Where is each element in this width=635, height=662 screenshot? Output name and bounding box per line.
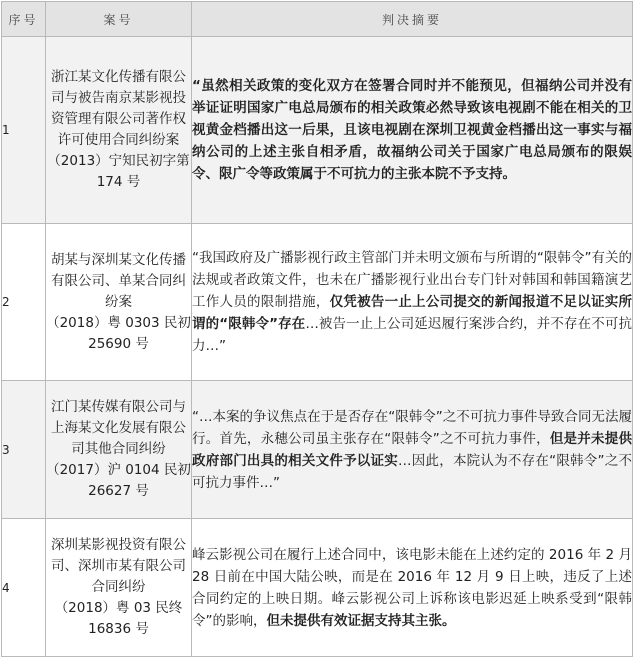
seq-cell: 2 — [2, 224, 46, 381]
table-row — [2, 37, 633, 224]
header-summary: 判决摘要 — [192, 2, 633, 37]
case-name: 胡某与深圳某文化传播有限公司、单某合同纠纷案 — [51, 251, 186, 310]
case-cell — [46, 519, 192, 657]
summary-cell — [192, 381, 633, 519]
seq-cell: 4 — [2, 519, 46, 657]
summary-cell — [192, 224, 633, 381]
case-number: （2018）粤 03 民终 16836 号 — [54, 600, 183, 637]
case-name: 深圳某影视投资有限公司、深圳市某有限公司合同纠纷 — [51, 537, 186, 595]
case-cell — [46, 224, 192, 381]
summary-bold-text: 仅凭被告一止上公司提交的新闻报道不足以证实所谓的“限韩令”存在 — [192, 294, 633, 332]
summary-bold-text: 但未提供有效证据支持其主张。 — [266, 612, 456, 629]
table-row — [2, 224, 633, 381]
table-row — [2, 519, 633, 657]
case-name: 浙江某文化传播有限公司与被告南京某影视投资管理有限公司著作权许可使用合同纠纷案 — [51, 69, 186, 148]
table-row — [2, 381, 633, 519]
header-row — [2, 2, 633, 37]
header-case: 案号 — [46, 2, 192, 37]
summary-text: 峰云影视公司在履行上述合同中，该电影未能在上述约定的 2016 年 2 月 28 日前在中国大陆公映，而是在 2016 年 12 月 9 日上映，违反了上述合同约定的上映日期。峰云影视公司上诉称该电影迟延上映系受到“限韩令”的影响， — [192, 546, 632, 629]
seq-cell: 3 — [2, 381, 46, 519]
summary-bold-text: 但是并未提供政府部门出具的相关文件予以证实 — [192, 430, 632, 469]
header-seq: 序号 — [2, 2, 46, 37]
summary-text: “虽然相关政策的变化双方在签署合同时并不能预见，但福纳公司并没有举证证明国家广电总局颁布的相关政策必然导致该电视剧不能在相关的卫视黄金档播出这一后果，且该电视剧在深圳卫视黄金档播出这一事实与福纳公司的上述主张自相矛盾，故福纳公司关于国家广电总局颁布的限娱令、限广令等政策属于不可抗力的主张本院不予支持。 — [192, 78, 632, 182]
summary-text: …因此，本院认为不存在“限韩令”之不可抗力事件…” — [192, 452, 632, 491]
summary-text: “…本案的争议焦点在于是否存在“限韩令”之不可抗力事件导致合同无法履行。首先，永穗公司虽主张存在“限韩令”之不可抗力事件， — [192, 408, 632, 447]
case-number: （2018）粤 0303 民初 25690 号 — [46, 314, 191, 352]
case-cell — [46, 37, 192, 224]
summary-cell — [192, 37, 633, 224]
case-number: （2017）沪 0104 民初 26627 号 — [46, 462, 191, 499]
summary-text: …被告一止上公司延迟履行案涉合约，并不存在不可抗力…” — [192, 316, 633, 354]
judgment-table — [1, 1, 633, 657]
summary-cell — [192, 519, 633, 657]
seq-cell: 1 — [2, 37, 46, 224]
summary-text: “我国政府及广播影视行政主管部门并未明文颁布与所谓的“限韩令”有关的法规或者政策文件，也未在广播影视行业出台专门针对韩国和韩国籍演艺工作人员的限制措施， — [192, 250, 632, 310]
case-number: （2013）宁知民初字第 174 号 — [47, 153, 190, 190]
case-cell — [46, 381, 192, 519]
case-name: 江门某传媒有限公司与上海某文化发展有限公司其他合同纠纷 — [51, 399, 186, 457]
